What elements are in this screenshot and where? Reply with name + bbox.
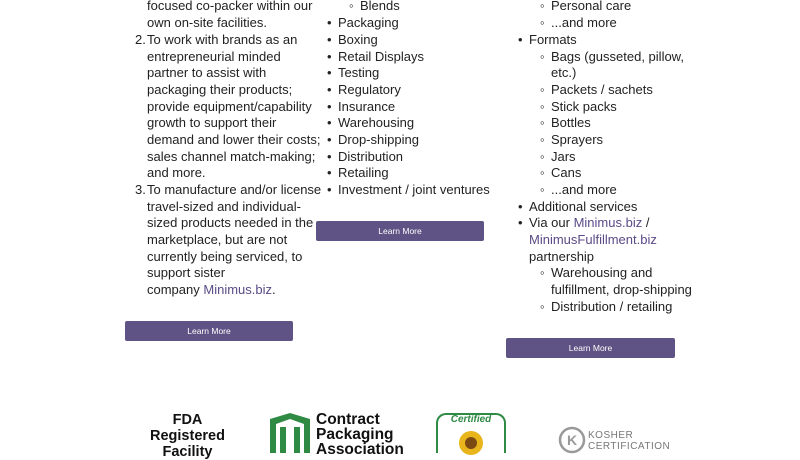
- sub-list-item: ◦ Personal care: [551, 0, 631, 15]
- cpa-box-icon: [268, 413, 312, 453]
- list-item-line: travel-sized and individual-: [147, 199, 301, 214]
- cpa-logo-text: [316, 412, 404, 457]
- list-item-line: demand and lower their costs;: [147, 132, 321, 147]
- cpa-line: Contract: [316, 411, 380, 428]
- kosher-certification-text: [588, 430, 670, 452]
- format-item-cont: etc.): [551, 65, 577, 80]
- format-item: ◦ Sprayers: [551, 132, 603, 149]
- list-number: 3.: [135, 182, 146, 197]
- list-number: 2.: [135, 32, 146, 47]
- minimus-link[interactable]: Minimus.biz: [203, 282, 272, 297]
- list-item-line: sized products needed in the: [147, 215, 314, 230]
- list-item: • Packaging: [338, 15, 399, 32]
- format-item: ◦ Cans: [551, 165, 581, 182]
- intro-line: own on-site facilities.: [147, 15, 267, 30]
- partnership-text: partnership: [529, 249, 595, 264]
- partner-item-cont: fulfillment, drop-shipping: [551, 282, 692, 297]
- learn-more-button-3[interactable]: Learn More: [506, 338, 675, 358]
- sub-list-item: ◦ ...and more: [551, 15, 617, 32]
- list-item-formats: • Formats: [529, 32, 577, 49]
- fda-registered-logo: [140, 412, 235, 460]
- minimus-link[interactable]: Minimus.biz: [573, 215, 643, 230]
- sunflower-icon: [455, 427, 487, 455]
- sub-list-item: ◦ Blends: [360, 0, 400, 15]
- list-item-line: support sister: [147, 265, 226, 280]
- format-item: ◦ Packets / sachets: [551, 82, 653, 99]
- list-item: • Boxing: [338, 32, 378, 49]
- list-item-line: and more.: [147, 165, 206, 180]
- cpa-line: Packaging: [316, 426, 394, 443]
- list-item: • Retail Displays: [338, 49, 424, 66]
- format-item: ◦ Bags (gusseted, pillow,: [551, 49, 684, 66]
- list-item-line: currently being serviced, to: [147, 249, 303, 264]
- format-item: ◦ Bottles: [551, 115, 591, 132]
- list-item-line-with-link: [147, 282, 276, 299]
- svg-text:K: K: [566, 432, 578, 448]
- list-item-line: growth to support their: [147, 115, 277, 130]
- learn-more-button-2[interactable]: Learn More: [316, 221, 484, 241]
- kosher-line: KOSHER: [588, 430, 634, 441]
- list-item: • Retailing: [338, 165, 389, 182]
- certified-logo: [436, 413, 506, 453]
- cpa-line: Association: [316, 441, 404, 458]
- list-item-via: [529, 215, 649, 232]
- list-item: • Investment / joint ventures: [338, 182, 490, 199]
- list-item-line: packaging their products;: [147, 82, 293, 97]
- format-item: ◦ Jars: [551, 149, 576, 166]
- fda-line: FDA Registered: [150, 412, 225, 444]
- list-item: • Regulatory: [338, 82, 401, 99]
- kosher-line: CERTIFICATION: [588, 441, 671, 452]
- partner-item: ◦ Distribution / retailing: [551, 299, 672, 316]
- list-item-line: To work with brands as an: [147, 32, 298, 47]
- list-item-line: sales channel match-making;: [147, 149, 316, 164]
- list-item-additional: • Additional services: [529, 199, 637, 216]
- list-item-line: To manufacture and/or license: [147, 182, 322, 197]
- partner-item: ◦ Warehousing and: [551, 265, 652, 282]
- list-item-line: provide equipment/capability: [147, 99, 312, 114]
- list-item: • Drop-shipping: [338, 132, 419, 149]
- via-prefix: Via our: [529, 215, 574, 230]
- learn-more-button-1[interactable]: Learn More: [125, 321, 293, 341]
- intro-line: focused co-packer within our: [147, 0, 313, 13]
- list-item-line: marketplace, but are not: [147, 232, 288, 247]
- list-item: • Distribution: [338, 149, 403, 166]
- via-separator: /: [642, 215, 650, 230]
- list-item: • Insurance: [338, 99, 395, 116]
- link-suffix: .: [272, 282, 276, 297]
- list-item-line: entrepreneurial minded: [147, 49, 281, 64]
- link-prefix: company: [147, 282, 204, 297]
- list-item: • Testing: [338, 65, 379, 82]
- list-item-line: partner to assist with: [147, 65, 267, 80]
- certified-label: Certified: [450, 414, 492, 425]
- list-item: • Warehousing: [338, 115, 414, 132]
- format-item: ◦ ...and more: [551, 182, 617, 199]
- minimus-fulfillment-link[interactable]: MinimusFulfillment.biz: [529, 232, 657, 247]
- format-item: ◦ Stick packs: [551, 99, 617, 116]
- fda-line: Facility: [162, 444, 213, 460]
